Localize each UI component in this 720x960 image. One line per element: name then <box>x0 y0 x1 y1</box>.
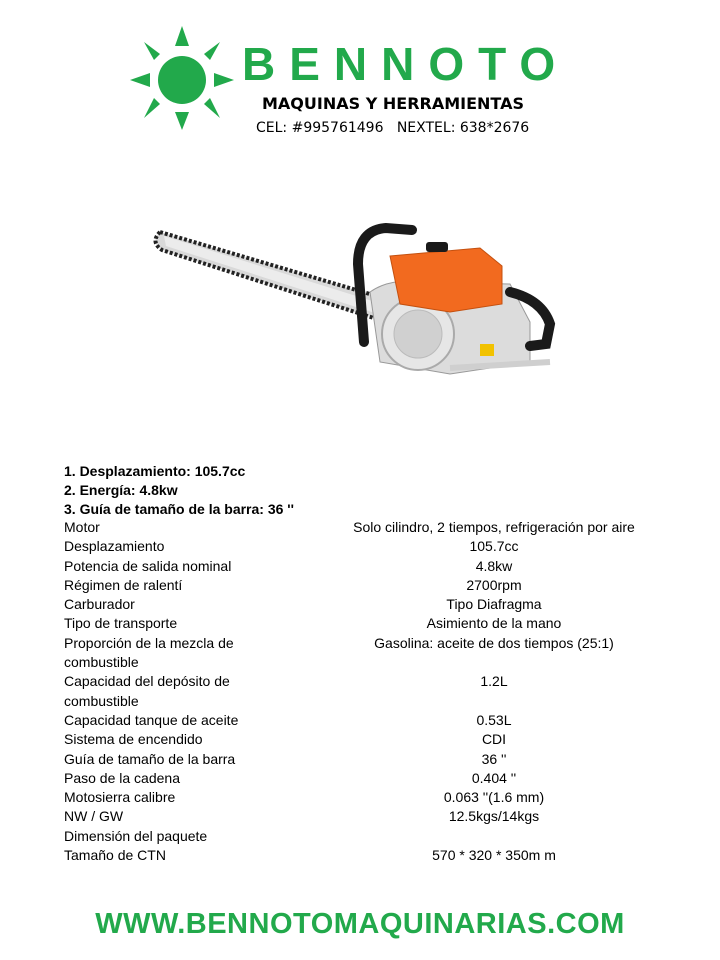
spec-row <box>62 846 714 865</box>
spec-value: 0.063 ''(1.6 mm) <box>443 789 545 806</box>
chainsaw-image <box>150 212 570 382</box>
spec-label: Dimensión del paquete <box>64 827 208 844</box>
spec-value: Solo cilindro, 2 tiempos, refrigeración por aire <box>353 519 635 535</box>
spec-label: Tamaño de CTN <box>64 847 166 864</box>
spec-value: 570 * 320 * 350m m <box>432 847 556 864</box>
spec-label: Guía de tamaño de la barra <box>64 750 236 767</box>
spec-table <box>62 518 714 865</box>
spec-row <box>62 807 714 826</box>
spec-label: Capacidad tanque de aceite <box>64 711 239 728</box>
spec-row <box>62 827 714 846</box>
spec-label: Proporción de la mezcla de combustible <box>64 634 234 671</box>
spec-value: 4.8kw <box>475 557 513 574</box>
brand-subtitle: MAQUINAS Y HERRAMIENTAS <box>262 94 524 113</box>
highlight-item: 1. Desplazamiento: 105.7cc <box>64 463 246 479</box>
website-link[interactable]: WWW.BENNOTOMAQUINARIAS.COM <box>95 908 625 940</box>
highlight-item: 3. Guía de tamaño de la barra: 36 '' <box>64 501 294 517</box>
spec-row <box>62 595 714 614</box>
spec-value: Gasolina: aceite de dos tiempos (25:1) <box>374 634 614 651</box>
spec-row <box>62 672 714 711</box>
spec-label: Capacidad del depósito de combustible <box>64 673 230 709</box>
spec-row <box>62 730 714 749</box>
sun-icon <box>130 26 234 130</box>
spec-label: Desplazamiento <box>64 538 165 555</box>
spec-label: Paso de la cadena <box>64 769 180 786</box>
spec-row <box>62 788 714 807</box>
spec-row <box>62 711 714 730</box>
spec-label: Tipo de transporte <box>64 615 178 632</box>
spec-value: Tipo Diafragma <box>446 596 542 613</box>
spec-label: Motor <box>64 519 100 535</box>
spec-label: Carburador <box>64 596 135 613</box>
contact-info: CEL: #995761496 NEXTEL: 638*2676 <box>256 120 530 136</box>
spec-label: Régimen de ralentí <box>64 576 183 593</box>
spec-value: 1.2L <box>480 673 508 690</box>
spec-label: Potencia de salida nominal <box>64 557 232 574</box>
spec-value: 36 '' <box>481 750 507 767</box>
spec-value: Asimiento de la mano <box>426 615 562 632</box>
spec-value: 12.5kgs/14kgs <box>448 808 540 825</box>
spec-row <box>62 614 714 633</box>
spec-row <box>62 750 714 769</box>
spec-value: 105.7cc <box>469 538 519 555</box>
spec-value <box>274 827 714 846</box>
spec-label: Sistema de encendido <box>64 731 203 748</box>
brand-name: BENNOTO <box>242 38 570 90</box>
spec-value: CDI <box>481 731 507 748</box>
spec-value: 0.53L <box>476 711 512 728</box>
spec-value: 0.404 '' <box>471 769 517 786</box>
spec-value: 2700rpm <box>466 576 522 593</box>
spec-row <box>62 518 714 537</box>
spec-row <box>62 576 714 595</box>
spec-label: Motosierra calibre <box>64 789 176 806</box>
spec-label: NW / GW <box>64 808 124 825</box>
spec-row <box>62 634 714 673</box>
spec-row <box>62 537 714 556</box>
spec-row <box>62 769 714 788</box>
highlight-item: 2. Energía: 4.8kw <box>64 482 178 498</box>
spec-row <box>62 557 714 576</box>
